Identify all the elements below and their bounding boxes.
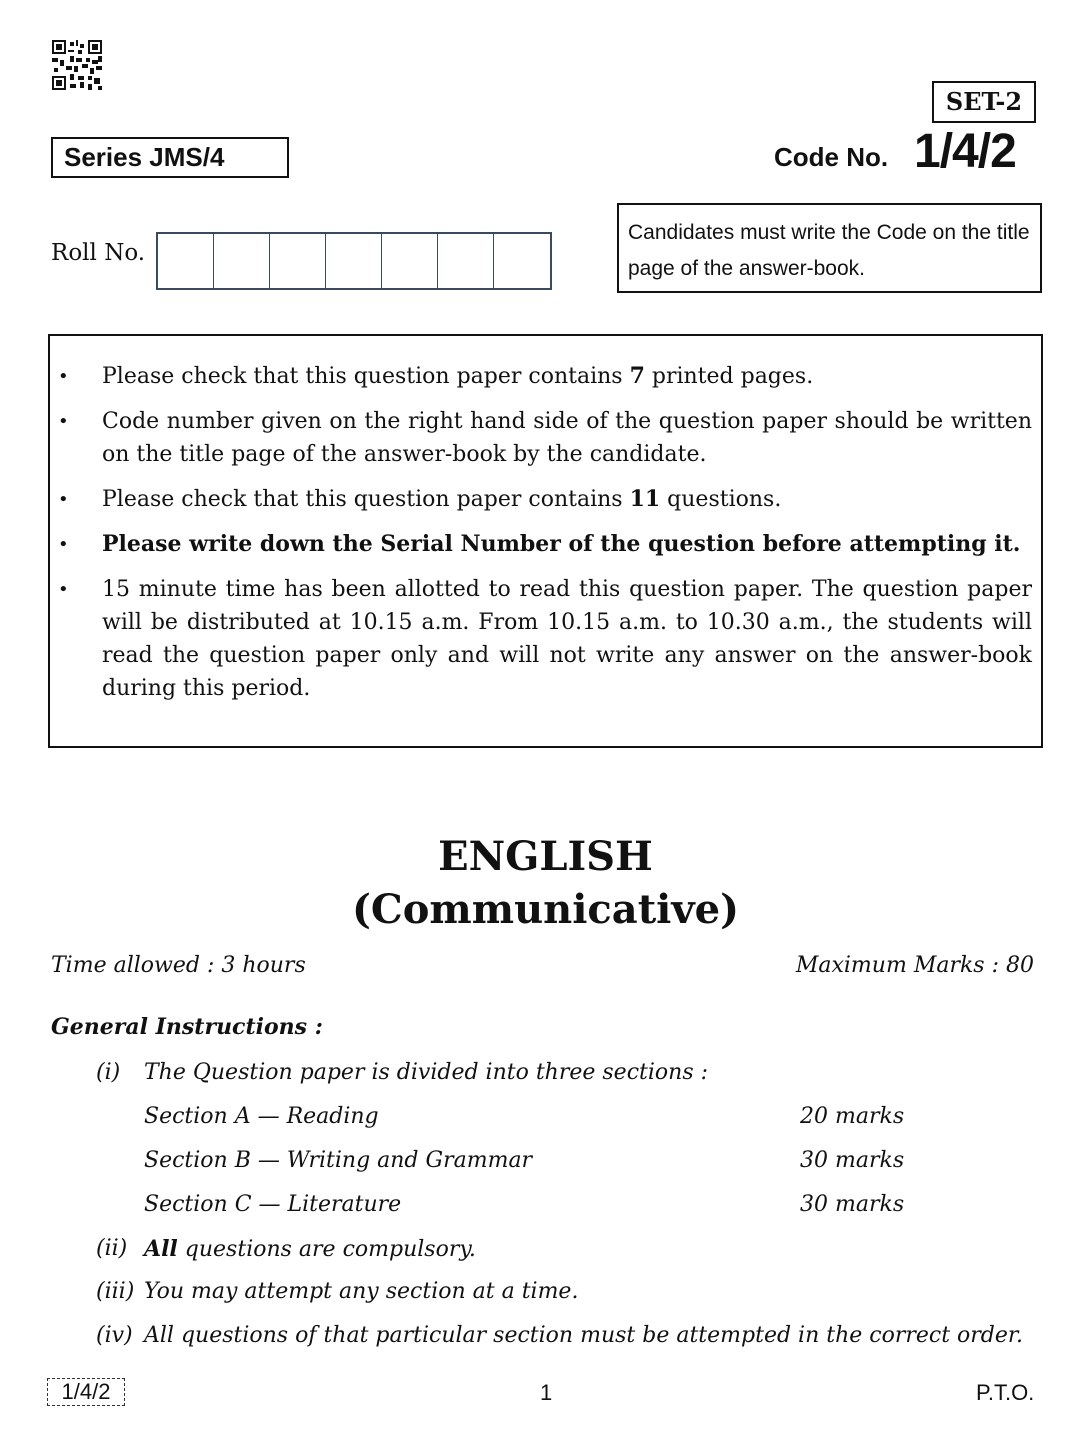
- roll-number-cell: [158, 234, 214, 288]
- instruction-bold: Please write down the Serial Number of the question before attempting it.: [102, 531, 1021, 557]
- instruction-text: 15 minute time has been allotted to read this question paper. The question paper will be distributed at 10.15 a.m. From 10.15 a.m. to 10.30 a.m., the students will read the question paper only and will not write any answer on the answer-book during this period.: [102, 577, 1032, 701]
- roll-number-cell: [382, 234, 438, 288]
- instruction-text: You may attempt any section at a time.: [144, 1279, 579, 1304]
- roll-number-boxes: [156, 232, 552, 290]
- instruction-item: [50, 360, 1041, 393]
- footer-code: 1/4/2: [47, 1378, 125, 1406]
- bullet-icon: •: [58, 489, 69, 510]
- instruction-text: Please check that this question paper contains: [102, 487, 630, 512]
- roll-number-cell: [326, 234, 382, 288]
- roll-number-cell: [494, 234, 550, 288]
- instruction-item: [50, 483, 1041, 516]
- bullet-icon: •: [58, 366, 69, 387]
- instruction-text: questions are compulsory.: [177, 1237, 476, 1262]
- instruction-item: [50, 573, 1041, 705]
- code-label: Code No.: [774, 142, 889, 172]
- instruction-text: printed pages.: [644, 364, 814, 389]
- instruction-text: The Question paper is divided into three sections :: [144, 1060, 709, 1085]
- instruction-number: (iii): [96, 1279, 135, 1304]
- general-instructions-heading: General Instructions :: [51, 1014, 323, 1040]
- bullet-icon: •: [58, 534, 69, 555]
- instruction-text: questions.: [660, 487, 782, 512]
- instruction-item: [50, 528, 1041, 561]
- instruction-bold: All: [144, 1236, 178, 1262]
- section-name: Section B — Writing and Grammar: [144, 1148, 533, 1173]
- roll-number-cell: [270, 234, 326, 288]
- instruction-number: (i): [96, 1060, 121, 1085]
- maximum-marks: Maximum Marks : 80: [795, 953, 1034, 978]
- qr-code-icon: [52, 40, 102, 90]
- subject-subtitle: (Communicative): [351, 886, 739, 933]
- code-value: 1/4/2: [914, 125, 1016, 178]
- instruction-text: [144, 1236, 476, 1262]
- candidate-note: Candidates must write the Code on the title page of the answer-book.: [617, 203, 1042, 293]
- section-name: Section A — Reading: [144, 1104, 379, 1129]
- instruction-number: (iv): [96, 1323, 133, 1348]
- time-allowed: Time allowed : 3 hours: [51, 953, 306, 978]
- page-number: 1: [540, 1380, 553, 1405]
- instruction-text: Code number given on the right hand side of the question paper should be written on the title page of the answer-book by the candidate.: [102, 409, 1032, 467]
- bullet-icon: •: [58, 411, 69, 432]
- instruction-bold: 7: [629, 363, 645, 389]
- roll-number-label: Roll No.: [51, 240, 146, 266]
- instruction-number: (ii): [96, 1236, 128, 1261]
- subject-title: ENGLISH: [438, 833, 653, 880]
- bullet-icon: •: [58, 579, 69, 600]
- series-badge: Series JMS/4: [51, 137, 289, 178]
- roll-number-cell: [438, 234, 494, 288]
- section-marks: 30 marks: [800, 1148, 905, 1173]
- instruction-item: [50, 405, 1041, 471]
- roll-number-cell: [214, 234, 270, 288]
- section-marks: 20 marks: [800, 1104, 905, 1129]
- instruction-text: All questions of that particular section must be attempted in the correct order.: [144, 1323, 1023, 1348]
- set-badge: SET-2: [932, 81, 1036, 123]
- section-name: Section C — Literature: [144, 1192, 402, 1217]
- instruction-bold: 11: [629, 486, 661, 512]
- section-marks: 30 marks: [800, 1192, 905, 1217]
- instructions-box: [48, 334, 1043, 748]
- instruction-text: Please check that this question paper contains: [102, 364, 630, 389]
- pto-label: P.T.O.: [976, 1380, 1035, 1405]
